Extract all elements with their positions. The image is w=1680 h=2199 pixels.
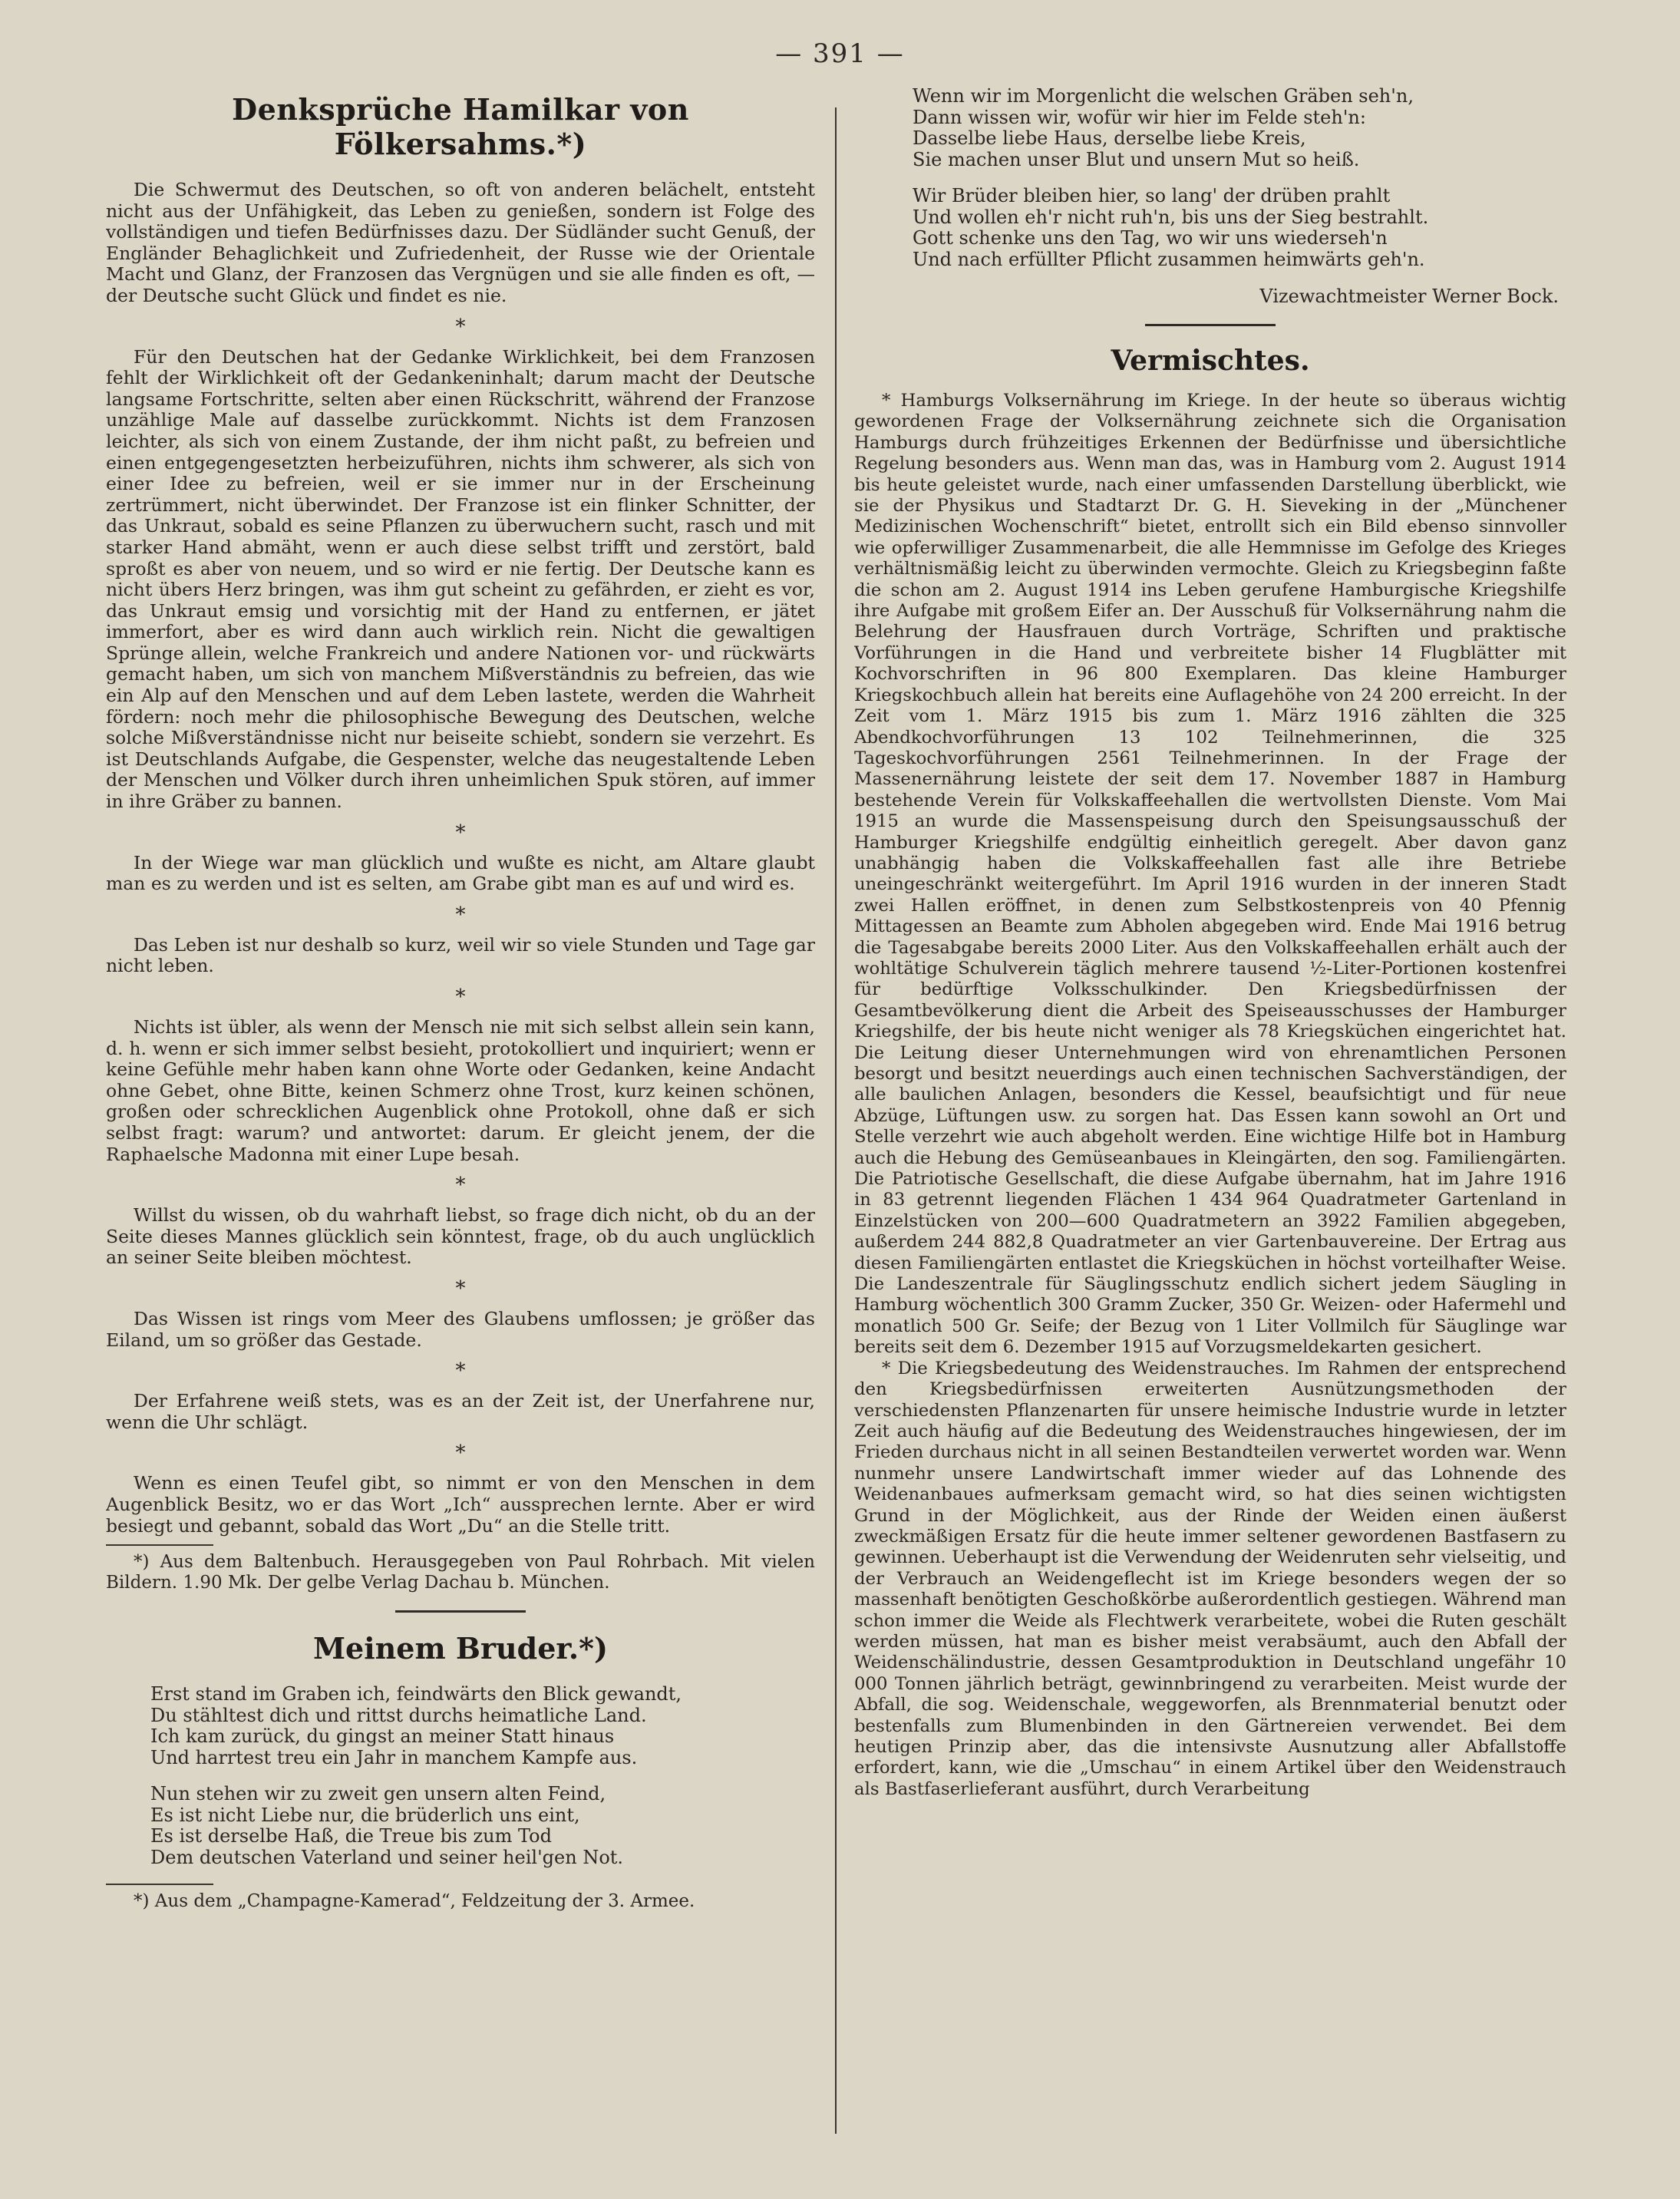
footnote-champagne: *) Aus dem „Champagne-Kamerad“, Feldzeitung der 3. Armee. [134, 1891, 695, 1912]
poem-line: Gott schenke uns den Tag, wo wir uns wiederseh'n [913, 227, 1388, 249]
aphorism: Das Leben ist nur deshalb so kurz, weil wir so viele Stunden und Tage gar nicht leben. [106, 933, 815, 977]
separator-star: * [455, 315, 466, 338]
poem-line: Erst stand im Graben ich, feindwärts den Blick gewandt, [150, 1683, 682, 1705]
poem-line: Du stähltest dich und rittst durchs heimatliche Land. [150, 1704, 647, 1726]
poem-stanza [150, 1784, 815, 1868]
poem-stanza [150, 1684, 815, 1768]
article-hamburg: * Hamburgs Volksernährung im Kriege. In der heute so überaus wichtig gewordenen Frage der Volksernährung zeichnete sich die Organisation Hamburgs durch frühzeitiges Erkennen der Bedürfnisse und übersichtliche Regelung besonders aus. Wenn man das, was in Hamburg vom 2. August 1914 bis heute geleistet wurde, nach einer umfassenden Darstellung überblickt, wie sie der Physikus und Stadtarzt Dr. G. H. Sieveking in der „Münchener Medizinischen Wochenschrift“ bietet, entrollt sich ein Bild ebenso sinnvoller wie opferwilliger Zusammenarbeit, die alle Hemmnisse im Gefolge des Krieges verhältnismäßig leicht zu überwinden vermochte. Gleich zu Kriegsbeginn faßte die schon am 2. August 1914 ins Leben gerufene Hamburgische Kriegshilfe ihre Aufgabe mit großem Eifer an. Der Ausschuß für Volksernährung nahm die Belehrung der Hausfrauen durch Vorträge, Schriften und praktische Vorführungen in die Hand und verbreitete bisher 14 Flugblätter mit Kochvorschriften in 96 800 Exemplaren. Das kleine Hamburger Kriegskochbuch allein hat bereits eine Auflagehöhe von 24 200 erreicht. In der Zeit vom 1. März 1915 bis zum 1. März 1916 zählten die 325 Abendkochvorführungen 13 102 Teilnehmerinnen, die 325 Tageskochvorführungen 2561 Teilnehmerinnen. In der Frage der Massenernährung leistete der seit dem 17. November 1887 in Hamburg bestehende Verein für Volkskaffeehallen die wertvollsten Dienste. Vom Mai 1915 an wurde die Massenspeisung durch den Speisungsausschuß der Hamburger Kriegshilfe endgültig einheitlich geregelt. Aber davon ganz unabhängig haben die Volkskaffeehallen fast alle ihre Betriebe uneingeschränkt weitergeführt. Im April 1916 wurden in der inneren Stadt zwei Hallen eröffnet, in denen zum Selbstkostenpreis von 40 Pfennig Mittagessen an Beamte zum Abholen abgegeben wird. Ende Mai 1916 betrug die Tagesabgabe bereits 2000 Liter. Aus den Volkskaffeehallen erhält auch der wohltätige Schulverein täglich mehrere tausend ½-Liter-Portionen kostenfrei für bedürftige Volksschulkinder. Den Kriegsbedürfnissen der Gesamtbevölkerung dient die Arbeit des Speiseausschusses der Hamburger Kriegshilfe, der bis heute nicht weniger als 78 Kriegsküchen eingerichtet hat. Die Leitung dieser Unternehmungen wird von ehrenamtlichen Personen besorgt und besitzt neuerdings auch einen technischen Sachverständigen, der alle baulichen Anlagen, besonders die Kessel, beaufsichtigt und für neue Abzüge, Lüftungen usw. zu sorgen hat. Das Essen kann sowohl an Ort und Stelle verzehrt wie auch abgeholt werden. Eine wichtige Hilfe bot in Hamburg auch die Hebung des Gemüseanbaues in Kleingärten, den sog. Familiengärten. Die Patriotische Gesellschaft, die diese Aufgabe übernahm, hat im Jahre 1916 in 83 getrennt liegenden Flächen 1 434 964 Quadratmeter Gartenland in Einzelstücken von 200—600 Quadratmetern an 3922 Familien abgegeben, außerdem 244 882,8 Quadratmeter an vier Gartenbauvereine. Der Ertrag aus diesen Familiengärten entlastet die Kriegsküchen in höchst vorteilhafter Weise. Die Landeszentrale für Säuglingsschutz endlich sichert jedem Säugling in Hamburg wöchentlich 300 Gramm Zucker, 350 Gr. Weizen- oder Hafermehl und monatlich 500 Gr. Seife; der Bezug von 1 Liter Vollmilch für Säuglinge war bereits seit dem 6. Dezember 1915 auf Vorzugsmeldekarten gesichert. [854, 391, 1566, 1358]
poem-line: Dann wissen wir, wofür wir hier im Felde steh'n: [913, 106, 1366, 128]
poem-line: Es ist derselbe Haß, die Treue bis zum Tod [150, 1825, 552, 1847]
right-column [854, 86, 1566, 2158]
aphorism: Willst du wissen, ob du wahrhaft liebst, so frage dich nicht, ob du an der Seite dieses Mannes glücklich sein könntest, frage, ob du auch unglücklich an seiner Seite bleiben möchtest. [106, 1204, 815, 1269]
column-divider [835, 107, 837, 2134]
miscellany-heading: Vermischtes. [1111, 345, 1310, 377]
poem-line: Wenn wir im Morgenlicht die welschen Gräben seh'n, [913, 86, 1414, 107]
poem-line: Dasselbe liebe Haus, derselbe liebe Kreis, [913, 127, 1306, 149]
footnote-rule [106, 1884, 213, 1885]
poem-line: Und wollen eh'r nicht ruh'n, bis uns der Sieg bestrahlt. [913, 206, 1429, 228]
poem-line: Und harrtest treu ein Jahr in manchem Kampfe aus. [150, 1746, 638, 1768]
separator-star: * [455, 820, 466, 844]
poem-line: Es ist nicht Liebe nur, die brüderlich uns eint, [150, 1804, 580, 1826]
aphorism: Die Schwermut des Deutschen, so oft von anderen belächelt, entsteht nicht aus der Unfähigkeit, das Leben zu genießen, sondern ist Folge des vollständigen und tiefen Bedürfnisses dazu. Der Südländer sucht Genuß, der Engländer Behaglichkeit und Zufriedenheit, der Russe wie der Orientale Macht und Glanz, der Franzosen das Vergnügen und sie alle finden es oft, — der Deutsche sucht Glück und findet es nie. [106, 179, 815, 306]
section-rule [395, 1610, 526, 1613]
separator-star: * [455, 1174, 466, 1197]
separator-star: * [455, 1276, 466, 1300]
left-column [106, 86, 815, 2158]
page-number: — 391 — [775, 38, 905, 69]
poem-line: Nun stehen wir zu zweit gen unsern alten Feind, [150, 1783, 606, 1805]
poem-heading: Meinem Bruder.*) [312, 1631, 609, 1666]
poem-stanza [913, 86, 1566, 170]
poem-stanza [913, 186, 1566, 270]
poem-signature: Vizewachtmeister Werner Bock. [1259, 286, 1559, 307]
aphorisms-heading: Denksprüche Hamilkar von Fölkersahms.*) [232, 92, 689, 161]
aphorism: Wenn es einen Teufel gibt, so nimmt er von den Menschen in dem Augenblick Besitz, wo er das Wort „Ich“ aussprechen lernte. Aber er wird besiegt und gebannt, sobald das Wort „Du“ an die Stelle tritt. [106, 1472, 815, 1537]
aphorism: Das Wissen ist rings vom Meer des Glaubens umflossen; je größer das Eiland, um so größer das Gestade. [106, 1307, 815, 1351]
poem-line: Und nach erfüllter Pflicht zusammen heimwärts geh'n. [913, 248, 1425, 270]
section-rule [1145, 324, 1276, 326]
footnote-rule [106, 1544, 213, 1546]
footnote-baltenbuch: *) Aus dem Baltenbuch. Herausgegeben von Paul Rohrbach. Mit vielen Bildern. 1.90 Mk. Der gelbe Verlag Dachau b. München. [106, 1552, 815, 1593]
aphorism: In der Wiege war man glücklich und wußte es nicht, am Altare glaubt man es zu werden und ist es selten, am Grabe gibt man es auf und wird es. [106, 851, 815, 895]
poem-line: Dem deutschen Vaterland und seiner heil'gen Not. [150, 1846, 624, 1868]
poem-line: Sie machen unser Blut und unsern Mut so heiß. [913, 148, 1360, 170]
aphorism: Nichts ist übler, als wenn der Mensch nie mit sich selbst allein sein kann, d. h. wenn er sich immer selbst besieht, protokolliert und inquiriert; wenn er keine Gefühle mehr haben kann ohne Worte oder Gedanken, keine Andacht ohne Gebet, ohne Bitte, keinen Schmerz ohne Trost, kurz keinen schönen, großen oder schrecklichen Augenblick ohne Protokoll, ohne daß er sich selbst fragt: warum? und antwortet: darum. Er gleicht jenem, der die Raphaelsche Madonna mit einer Lupe besah. [106, 1016, 815, 1165]
aphorism: Für den Deutschen hat der Gedanke Wirklichkeit, bei dem Franzosen fehlt der Wirklichkeit oft der Gedankeninhalt; darum macht der Deutsche langsame Fortschritte, selten aber einen Rückschritt, während der Franzose unzählige Male auf dasselbe zurückkommt. Nichts ist dem Franzosen leichter, als sich von einem Zustande, der ihm nicht paßt, zu befreien und einen entgegengesetzten herbeizuführen, nichts ihm schwerer, als sich von einer Idee zu befreien, weil er sie immer nur in der Erscheinung zertrümmert, nicht überwindet. Der Franzose ist ein flinker Schnitter, der das Unkraut, sobald es seine Pflanzen zu überwuchern sucht, rasch und mit starker Hand abmäht, wenn er auch diese selbst trifft und zerstört, bald sproßt es aber von neuem, und so wird er nie fertig. Der Deutsche kann es nicht übers Herz bringen, was ihm gut scheint zu gefährden, er zieht es vor, das Unkraut emsig und vorsichtig mit der Hand zu entfernen, er jätet immerfort, aber es wird dann auch wirklich rein. Nicht die gewaltigen Sprünge allein, welche Frankreich und andere Nationen vor- und rückwärts gemacht haben, um sich von manchem Mißverständnis zu befreien, das wie ein Alp auf den Menschen und auf dem Leben lastete, werden die Wahrheit fördern: noch mehr die philosophische Bewegung des Deutschen, welche solche Mißverständnisse nicht nur beiseite schiebt, sondern sie verzehrt. Es ist Deutschlands Aufgabe, die Gespenster, welche das neugestaltende Leben der Menschen und Völker durch ihren unheimlichen Spuk stören, auf immer in ihre Gräber zu bannen. [106, 345, 815, 813]
separator-star: * [455, 903, 466, 926]
poem-line: Wir Brüder bleiben hier, so lang' der drüben prahlt [913, 185, 1391, 206]
separator-star: * [455, 1359, 466, 1383]
article-weidenstrauch: * Die Kriegsbedeutung des Weidenstrauches. Im Rahmen der entsprechend den Kriegsbedürfnissen erweiterten Ausnützungsmethoden der verschiedensten Pflanzenarten für unsere heimische Industrie wurde in letzter Zeit auch häufig auf die Bedeutung des Weidenstrauches hingewiesen, der im Frieden durchaus nicht in all seinen Bestandteilen verwertet worden war. Wenn nunmehr unsere Landwirtschaft immer wieder auf das Lohnende des Weidenanbaues aufmerksam gemacht wird, so hat dies seinen wichtigsten Grund in der Möglichkeit, aus der Rinde der Weiden einen äußerst zweckmäßigen Ersatz für die heute immer seltener gewordenen Bastfasern zu gewinnen. Ueberhaupt ist die Verwendung der Weidenruten sehr vielseitig, und der Verbrauch an Weidengeflecht ist im Kriege besonders wegen der so massenhaft benötigten Geschoßkörbe außerordentlich gestiegen. Während man schon immer die Weide als Flechtwerk verarbeitete, wobei die Ruten geschält werden müssen, hat man es bisher meist verabsäumt, auch den Abfall der Weidenschälindustrie, dessen Gesamtproduktion in Deutschland ungefähr 10 000 Tonnen jährlich beträgt, gewinnbringend zu verarbeiten. Meist wurde der Abfall, die sog. Weidenschale, weggeworfen, als Brennmaterial benutzt oder bestenfalls zum Blumenbinden in den Gärtnereien verwendet. Bei dem heutigen Prinzip aber, das die intensivste Ausnutzung aller Abfallstoffe erfordert, kann, wie die „Umschau“ in einem Artikel über den Weidenstrauch als Bastfaserlieferant ausführt, durch Verarbeitung [854, 1358, 1566, 1799]
aphorism: Der Erfahrene weiß stets, was es an der Zeit ist, der Unerfahrene nur, wenn die Uhr schlägt. [106, 1390, 815, 1433]
separator-star: * [455, 1441, 466, 1465]
separator-star: * [455, 986, 466, 1009]
poem-line: Ich kam zurück, du gingst an meiner Statt hinaus [150, 1725, 615, 1748]
